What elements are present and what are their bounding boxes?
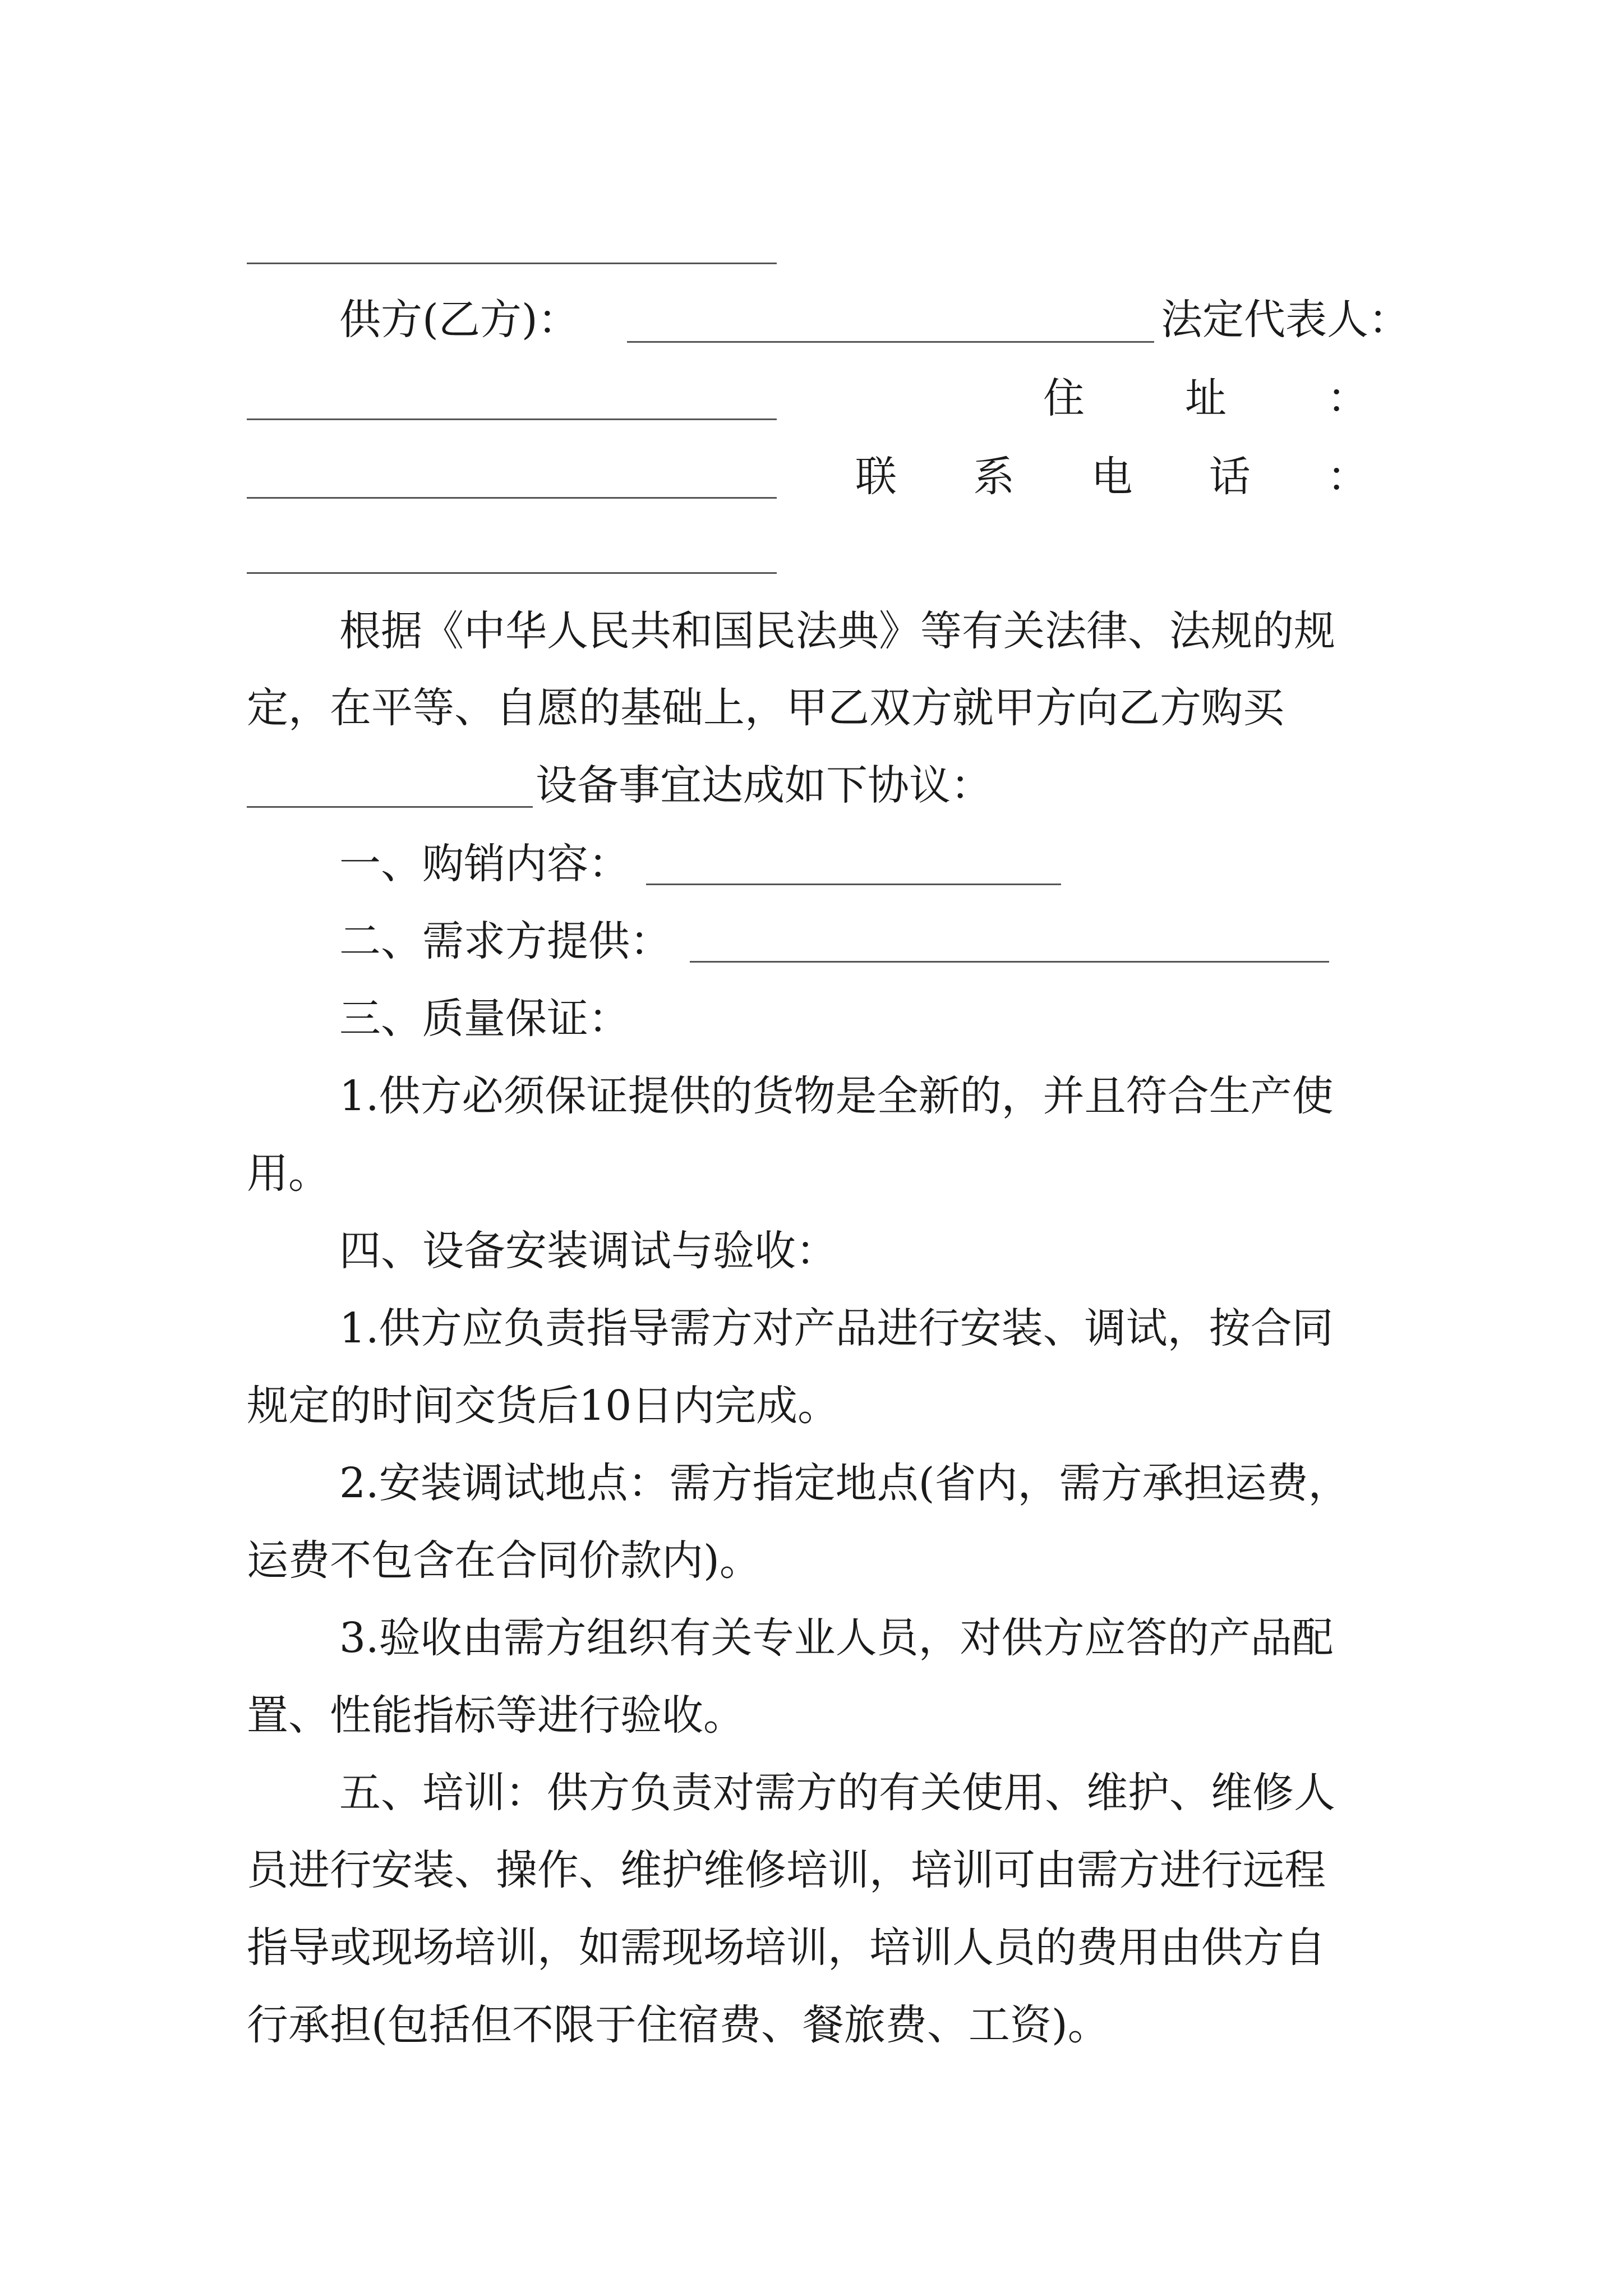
blank-line-top [247, 263, 777, 264]
address-blank[interactable] [247, 497, 777, 499]
intro-line-3: 设备事宜达成如下协议： [536, 761, 992, 809]
clause-2-label: 二、需求方提供： [339, 917, 671, 965]
clause-5-line-2: 员进行安装、操作、维护维修培训，培训可由需方进行远程 [247, 1846, 1326, 1894]
clause-4-1-line-2: 规定的时间交货后10日内完成。 [247, 1382, 840, 1430]
clause-4-title: 四、设备安装调试与验收： [339, 1227, 837, 1275]
clause-5-line-4: 行承担(包括但不限于住宿费、餐旅费、工资)。 [247, 2001, 1109, 2049]
clause-3-1-line-2: 用。 [247, 1149, 330, 1198]
clause-4-3-line-1: 3.验收由需方组织有关专业人员，对供方应答的产品配 [339, 1614, 1334, 1662]
purchase-content-blank[interactable] [646, 884, 1061, 885]
phone-label: 联 系 电 话 ： [855, 453, 1368, 501]
demand-provide-blank[interactable] [690, 961, 1329, 963]
intro-line-2: 定，在平等、自愿的基础上，甲乙双方就甲方向乙方购买 [247, 684, 1284, 732]
clause-3-1-line-1: 1.供方必须保证提供的货物是全新的，并且符合生产使 [339, 1072, 1334, 1120]
clause-5-line-1: 五、培训：供方负责对需方的有关使用、维护、维修人 [339, 1769, 1335, 1817]
clause-5-line-3: 指导或现场培训，如需现场培训，培训人员的费用由供方自 [247, 1924, 1326, 1972]
clause-4-3-line-2: 置、性能指标等进行验收。 [247, 1691, 745, 1740]
supplier-label: 供方(乙方)： [339, 296, 579, 344]
clause-4-1-line-1: 1.供方应负责指导需方对产品进行安装、调试，按合同 [339, 1304, 1334, 1352]
clause-1-label: 一、购销内容： [339, 840, 630, 888]
address-label: 住 址 ： [1043, 374, 1368, 422]
supplier-name-blank[interactable] [627, 341, 1154, 343]
clause-4-2-line-2: 运费不包含在合同价款内)。 [247, 1536, 761, 1585]
phone-blank[interactable] [247, 572, 777, 574]
clause-3-title: 三、质量保证： [339, 995, 630, 1043]
legal-rep-blank[interactable] [247, 418, 777, 420]
intro-line-1: 根据《中华人民共和国民法典》等有关法律、法规的规 [339, 607, 1335, 655]
equipment-blank[interactable] [247, 806, 533, 808]
legal-rep-label: 法定代表人： [1161, 296, 1410, 344]
clause-4-2-line-1: 2.安装调试地点：需方指定地点(省内，需方承担运费， [339, 1459, 1350, 1507]
